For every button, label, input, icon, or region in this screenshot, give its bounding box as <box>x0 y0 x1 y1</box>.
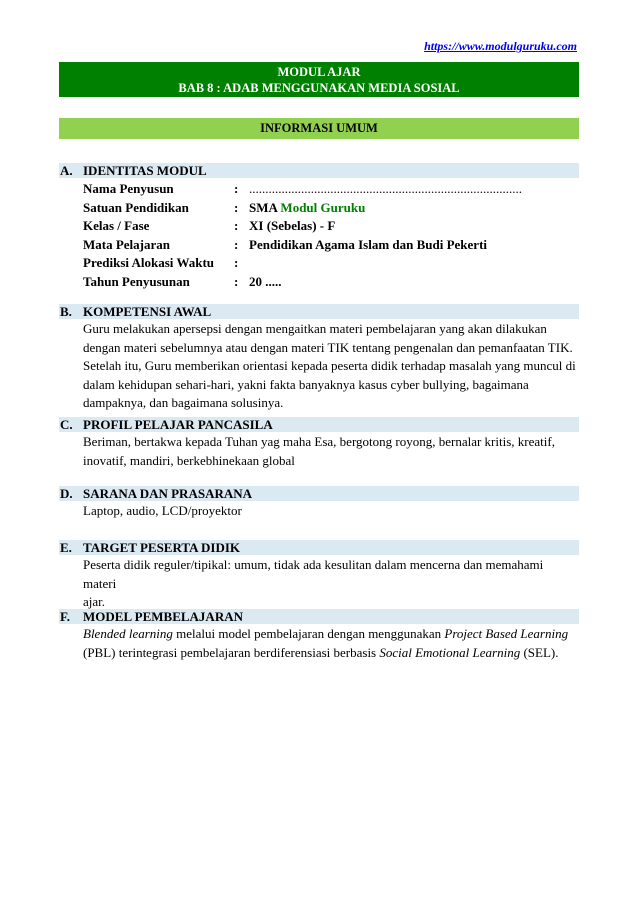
section-title: MODEL PEMBELAJARAN <box>83 609 243 624</box>
paragraph-line: dampaknya, dan bagaimana solusinya. <box>83 395 284 410</box>
paragraph-line: dalam kehidupan sehari-hari, yakni fakta banyaknya kasus cyber bullying, bagaimana <box>83 376 529 392</box>
section-kompetensi-awal <box>59 304 579 413</box>
section-identitas-modul <box>59 163 579 291</box>
identity-row-satuan-pendidikan <box>83 199 579 218</box>
section-model-pembelajaran <box>59 609 579 662</box>
section-body <box>83 502 579 521</box>
section-header <box>59 540 579 555</box>
section-header <box>59 486 579 501</box>
section-letter: F. <box>60 609 70 624</box>
identity-row-alokasi-waktu <box>83 254 579 273</box>
section-title: SARANA DAN PRASARANA <box>83 486 253 501</box>
row-colon: : <box>234 255 239 270</box>
section-header <box>59 304 579 319</box>
section-header <box>59 609 579 624</box>
row-label: Kelas / Fase <box>83 218 150 233</box>
identity-row-tahun-penyusunan <box>83 273 579 292</box>
section-target-peserta-didik <box>59 540 579 612</box>
row-label: Mata Pelajaran <box>83 236 171 252</box>
paragraph-line <box>83 625 579 644</box>
row-value: 20 ..... <box>249 273 282 289</box>
section-sarana-prasarana <box>59 486 579 521</box>
section-body <box>83 320 579 413</box>
paragraph-line: dengan materi sebelumnya atau dengan materi TIK tentang pengenalan dan pemanfaatan TIK. <box>83 339 573 355</box>
paragraph-line: Beriman, bertakwa kepada Tuhan yag maha Esa, bergotong royong, bernalar kritis, kreatif, <box>83 434 555 449</box>
row-colon: : <box>234 236 239 252</box>
italic-term: Social Emotional Learning <box>379 644 521 660</box>
row-value <box>249 199 365 218</box>
italic-term: Project Based Learning <box>444 626 569 641</box>
section-profil-pelajar-pancasila <box>59 417 579 470</box>
paragraph-line: Setelah itu, Guru memberikan orientasi kepada peserta didik terhadap masalah yang muncul di <box>83 358 576 373</box>
paragraph-line: Peserta didik reguler/tipikal: umum, tidak ada kesulitan dalam mencerna dan memahami materi <box>83 557 544 591</box>
section-header <box>59 417 579 432</box>
section-header <box>59 163 579 178</box>
section-letter: C. <box>60 417 73 432</box>
section-title: IDENTITAS MODUL <box>83 163 207 178</box>
section-letter: B. <box>60 304 72 319</box>
row-label: Tahun Penyusunan <box>83 273 190 289</box>
identity-table <box>83 180 579 291</box>
section-body <box>83 625 579 662</box>
row-label: Prediksi Alokasi Waktu <box>83 255 215 270</box>
paragraph-line: inovatif, mandiri, berkebhinekaan global <box>83 452 295 468</box>
info-banner: INFORMASI UMUM <box>59 118 579 139</box>
text-run: (SEL). <box>520 644 559 660</box>
section-letter: A. <box>60 163 73 178</box>
section-body <box>83 433 579 470</box>
row-value: XI (Sebelas) - F <box>249 218 336 233</box>
row-colon: : <box>234 181 239 196</box>
paragraph-line: Guru melakukan apersepsi dengan mengaitkan materi pembelajaran yang akan dilakukan <box>83 321 547 336</box>
row-colon: : <box>234 273 239 289</box>
row-value: Pendidikan Agama Islam dan Budi Pekerti <box>249 236 488 252</box>
identity-row-nama-penyusun <box>83 180 579 199</box>
paragraph-line: ajar. <box>83 594 106 609</box>
chapter-title: BAB 8 : ADAB MENGGUNAKAN MEDIA SOSIAL <box>178 81 460 95</box>
row-value: .................................................................................... <box>249 181 522 196</box>
value-school-name: Modul Guruku <box>280 199 366 215</box>
identity-row-kelas-fase <box>83 217 579 236</box>
value-prefix: SMA <box>249 199 278 215</box>
section-title: KOMPETENSI AWAL <box>83 304 212 319</box>
row-label: Satuan Pendidikan <box>83 199 189 215</box>
paragraph-line: Laptop, audio, LCD/proyektor <box>83 503 242 518</box>
section-body <box>83 556 579 612</box>
row-label: Nama Penyusun <box>83 181 174 196</box>
row-colon: : <box>234 199 239 215</box>
identity-row-mata-pelajaran <box>83 236 579 255</box>
module-title-banner <box>59 62 579 97</box>
section-title: TARGET PESERTA DIDIK <box>83 540 241 555</box>
module-title: MODUL AJAR <box>277 65 361 79</box>
text-run: (PBL) terintegrasi pembelajaran berdiferensiasi berbasis <box>83 644 380 660</box>
italic-term: Blended learning <box>83 626 173 641</box>
section-letter: D. <box>60 486 73 501</box>
row-colon: : <box>234 218 239 233</box>
header-url-link[interactable]: https://www.modulguruku.com <box>424 39 577 53</box>
text-run: melalui model pembelajaran dengan menggunakan <box>172 626 445 641</box>
section-title: PROFIL PELAJAR PANCASILA <box>83 417 273 432</box>
paragraph-line <box>83 644 579 663</box>
section-letter: E. <box>60 540 72 555</box>
